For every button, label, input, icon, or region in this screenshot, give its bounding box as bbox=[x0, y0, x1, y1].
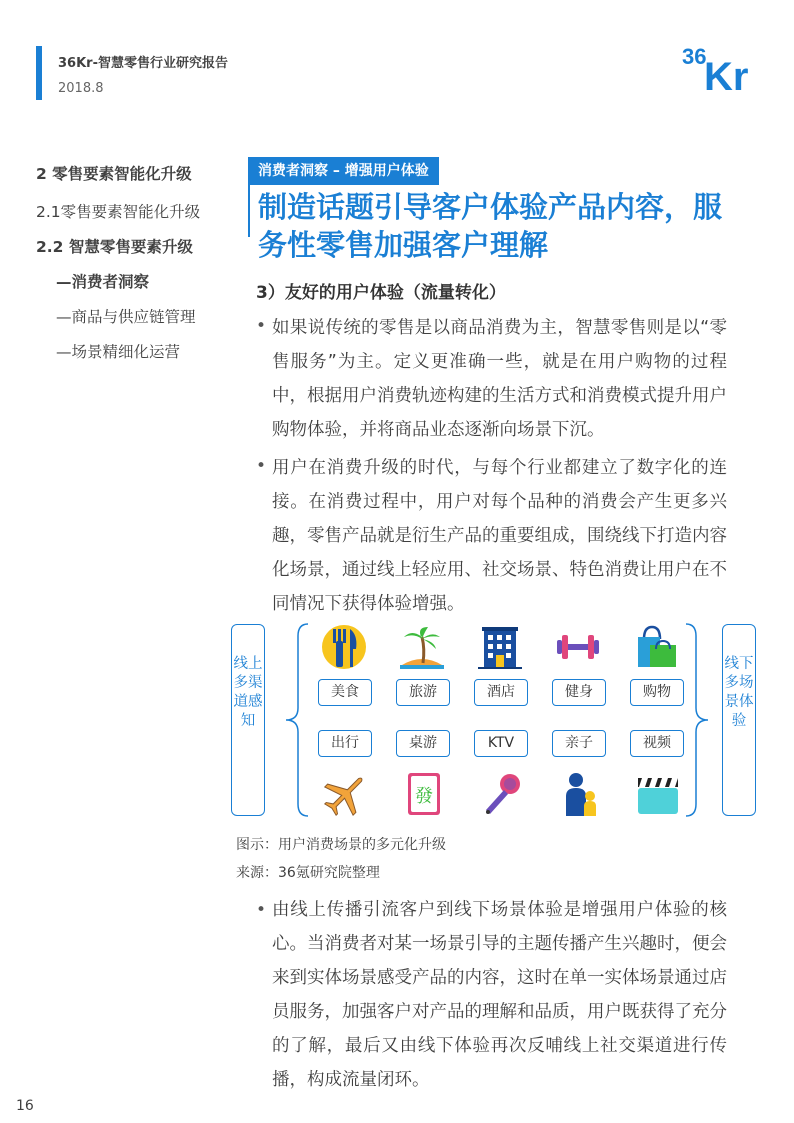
hotel-icon bbox=[476, 623, 524, 671]
nav-item-scene-operations[interactable]: —场景精细化运营 bbox=[56, 343, 181, 361]
parent-child-icon bbox=[556, 770, 604, 818]
paragraph-1: 如果说传统的零售是以商品消费为主，智慧零售则是以“零售服务”为主。定义更准确一些，就是在用户购物的过程中，根据用户消费轨迹构建的生活方式和消费模式提升用户购物体验，并将商品业态逐渐向场景下沉。 bbox=[272, 318, 727, 440]
paragraph-2: 用户在消费升级的时代，与每个行业都建立了数字化的连接。在消费过程中，用户对每个品种的消费会产生更多兴趣，零售产品就是衍生产品的重要组成，围绕线下打造内容化场景，通过线上轻应用、社交场景、特色消费让用户在不同情况下获得体验增强。 bbox=[272, 458, 727, 614]
island-icon bbox=[398, 623, 446, 671]
mahjong-char: 發 bbox=[415, 786, 433, 807]
microphone-icon bbox=[478, 770, 526, 818]
bullet-dot: • bbox=[256, 316, 267, 336]
scene-pill-fitness: 健身 bbox=[552, 679, 606, 706]
nav-item-goods-supply-chain[interactable]: —商品与供应链管理 bbox=[56, 308, 196, 326]
subheading: 3）友好的用户体验（流量转化） bbox=[256, 283, 506, 303]
report-title: 36Kr-智慧零售行业研究报告 bbox=[58, 56, 228, 71]
report-date: 2018.8 bbox=[58, 81, 104, 96]
offline-scenes-box: 线下多场景体验 bbox=[722, 624, 756, 816]
nav-item-consumer-insight[interactable]: —消费者洞察 bbox=[56, 273, 150, 291]
dining-icon bbox=[320, 623, 368, 671]
nav-item-2-1[interactable]: 2.1零售要素智能化升级 bbox=[36, 203, 201, 221]
shopping-bag-icon bbox=[632, 623, 680, 671]
left-brace bbox=[278, 622, 314, 818]
bullet-dot: • bbox=[256, 900, 267, 920]
scene-pill-hotel: 酒店 bbox=[474, 679, 528, 706]
scene-pill-food: 美食 bbox=[318, 679, 372, 706]
nav-item-chapter-2[interactable]: 2 零售要素智能化升级 bbox=[36, 165, 192, 183]
clapperboard-icon bbox=[634, 770, 682, 818]
source-caption: 来源：36氪研究院整理 bbox=[236, 865, 380, 881]
scene-pill-travel: 旅游 bbox=[396, 679, 450, 706]
online-channels-box: 线上多渠道感知 bbox=[231, 624, 265, 816]
36kr-logo bbox=[680, 40, 766, 96]
header-accent-bar bbox=[36, 46, 42, 100]
section-tag-line bbox=[248, 185, 250, 237]
scene-pill-ktv: KTV bbox=[474, 730, 528, 757]
paragraph-3: 由线上传播引流客户到线下场景体验是增强用户体验的核心。当消费者对某一场景引导的主题传播产生兴趣时，便会来到实体场景感受产品的内容，这时在单一实体场景通过店员服务，加强客户对产品的理解和品质，用户既获得了充分的了解，最后又由线下体验再次反哺线上社交渠道进行传播，构成流量闭环。 bbox=[272, 900, 727, 1090]
bullet-dot: • bbox=[256, 456, 267, 476]
scene-pill-board-games: 桌游 bbox=[396, 730, 450, 757]
logo-number: 36 bbox=[682, 44, 707, 69]
section-tag: 消费者洞察 – 增强用户体验 bbox=[248, 157, 439, 185]
scene-pill-video: 视频 bbox=[630, 730, 684, 757]
airplane-icon bbox=[322, 770, 370, 818]
scene-pill-commute: 出行 bbox=[318, 730, 372, 757]
page-title: 制造话题引导客户体验产品内容，服务性零售加强客户理解 bbox=[258, 190, 723, 262]
logo-letters: Kr bbox=[704, 55, 749, 96]
scene-pill-parent-child: 亲子 bbox=[552, 730, 606, 757]
figure-caption: 图示：用户消费场景的多元化升级 bbox=[236, 837, 446, 853]
nav-item-2-2[interactable]: 2.2 智慧零售要素升级 bbox=[36, 238, 193, 256]
dumbbell-icon bbox=[554, 623, 602, 671]
mahjong-tile-icon bbox=[400, 770, 448, 818]
right-brace bbox=[680, 622, 716, 818]
page-number: 16 bbox=[16, 1098, 34, 1114]
scene-pill-shopping: 购物 bbox=[630, 679, 684, 706]
